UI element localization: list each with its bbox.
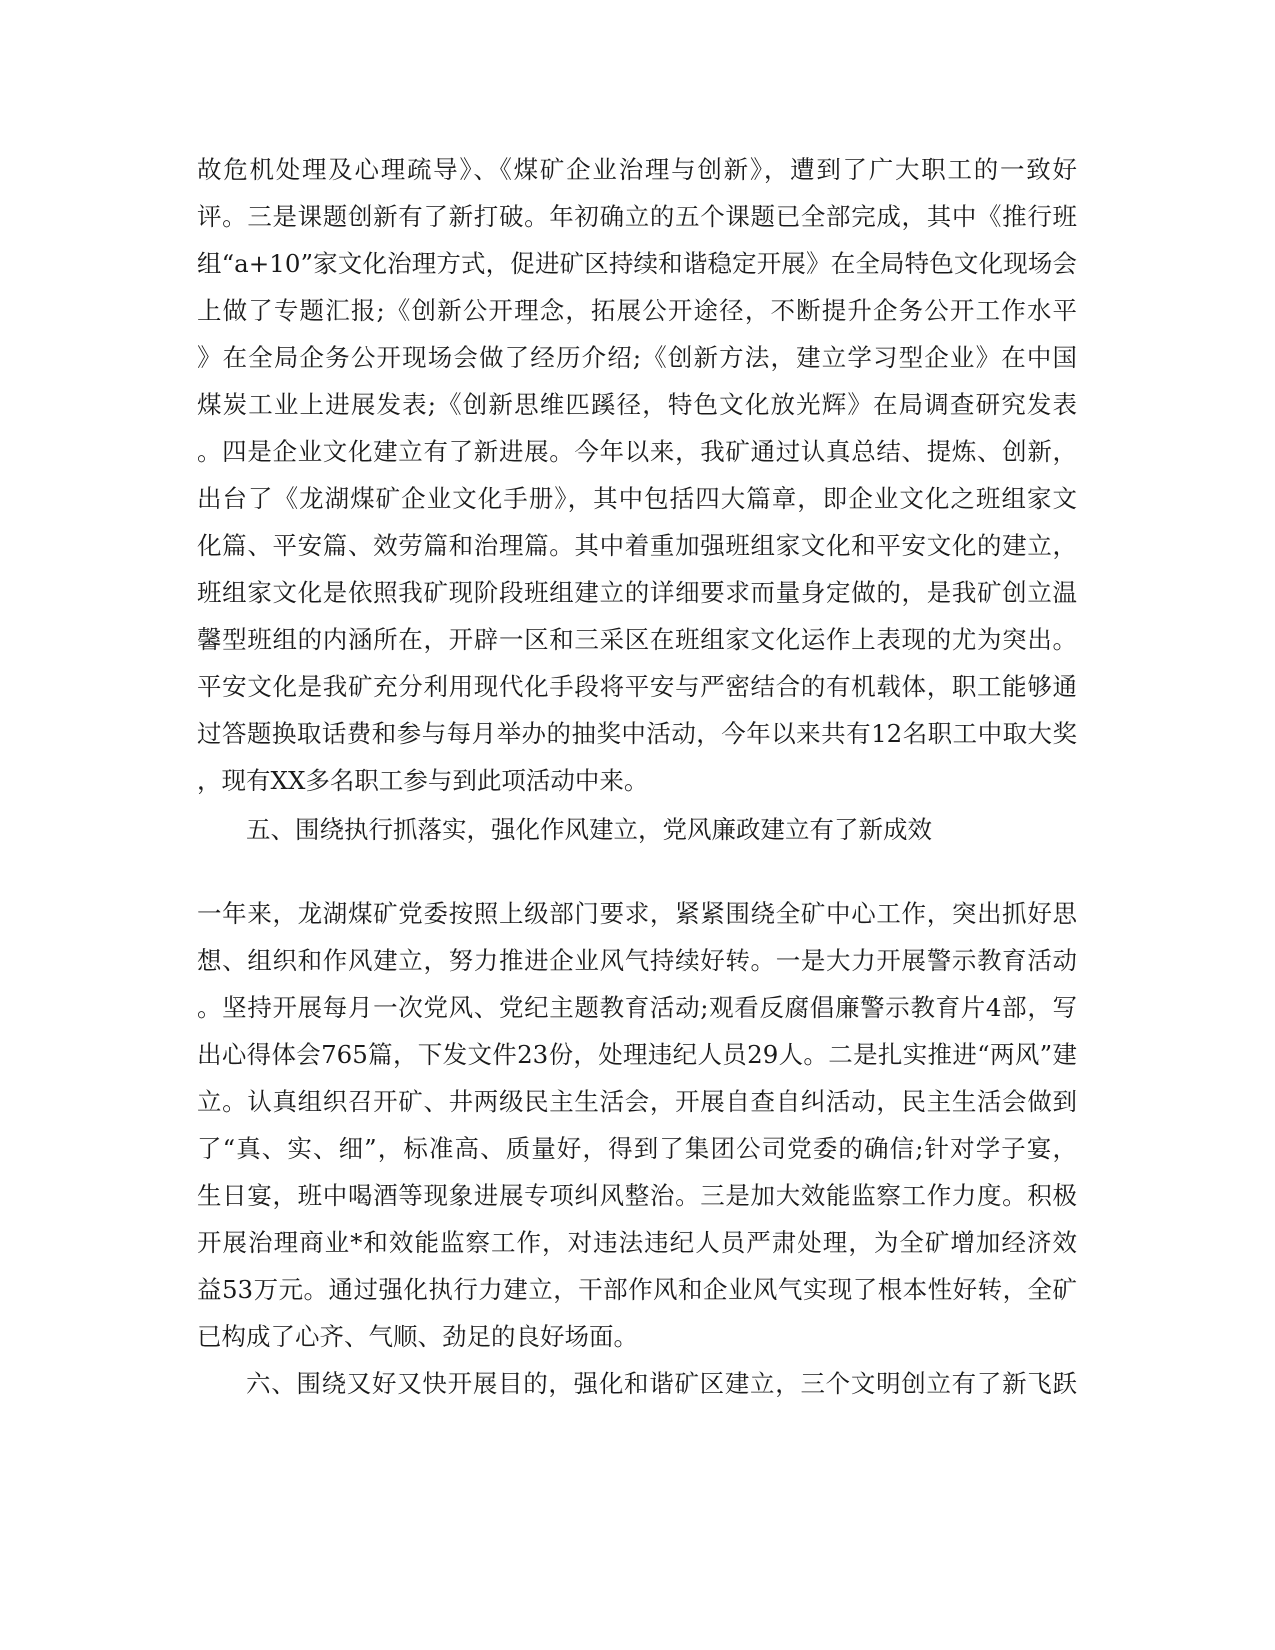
section-heading-6: 六、围绕又好又快开展目的，强化和谐矿区建立，三个文明创立有了新飞跃 <box>246 1369 1077 1398</box>
text-line: 化篇、平安篇、效劳篇和治理篇。其中着重加强班组家文化和平安文化的建立， <box>197 531 1077 560</box>
section-heading-5: 五、围绕执行抓落实，强化作风建立，党风廉政建立有了新成效 <box>246 815 932 844</box>
text-line: 了“真、实、细”，标准高、质量好，得到了集团公司党委的确信;针对学子宴， <box>197 1134 1077 1163</box>
text-line: 组“a+10”家文化治理方式，促进矿区持续和谐稳定开展》在全局特色文化现场会 <box>197 249 1077 278</box>
text-line: ，现有XX多名职工参与到此项活动中来。 <box>197 766 649 795</box>
text-line: 已构成了心齐、气顺、劲足的良好场面。 <box>197 1322 638 1351</box>
text-line: 平安文化是我矿充分利用现代化手段将平安与严密结合的有机载体，职工能够通 <box>197 672 1077 701</box>
text-line: 评。三是课题创新有了新打破。年初确立的五个课题已全部完成，其中《推行班 <box>197 202 1077 231</box>
text-line: 故危机处理及心理疏导》、《煤矿企业治理与创新》，遭到了广大职工的一致好 <box>197 155 1077 184</box>
text-line: 生日宴，班中喝酒等现象进展专项纠风整治。三是加大效能监察工作力度。积极 <box>197 1181 1077 1210</box>
text-line: 立。认真组织召开矿、井两级民主生活会，开展自查自纠活动，民主生活会做到 <box>197 1087 1077 1116</box>
text-line: 。坚持开展每月一次党风、党纪主题教育活动;观看反腐倡廉警示教育片4部，写 <box>197 993 1077 1022</box>
text-line: 馨型班组的内涵所在，开辟一区和三采区在班组家文化运作上表现的尤为突出。 <box>197 625 1077 654</box>
text-line: 益53万元。通过强化执行力建立，干部作风和企业风气实现了根本性好转，全矿 <box>197 1275 1077 1304</box>
text-line: 煤炭工业上进展发表;《创新思维匹蹊径，特色文化放光辉》在局调查研究发表 <box>197 390 1077 419</box>
text-line: 。四是企业文化建立有了新进展。今年以来，我矿通过认真总结、提炼、创新， <box>197 437 1077 466</box>
text-line: 开展治理商业*和效能监察工作，对违法违纪人员严肃处理，为全矿增加经济效 <box>197 1228 1077 1257</box>
text-line: 班组家文化是依照我矿现阶段班组建立的详细要求而量身定做的，是我矿创立温 <box>197 578 1077 607</box>
text-line: 出心得体会765篇，下发文件23份，处理违纪人员29人。二是扎实推进“两风”建 <box>197 1040 1077 1069</box>
text-line: 过答题换取话费和参与每月举办的抽奖中活动，今年以来共有12名职工中取大奖 <box>197 719 1077 748</box>
text-line: 一年来，龙湖煤矿党委按照上级部门要求，紧紧围绕全矿中心工作，突出抓好思 <box>197 899 1077 928</box>
text-line: 上做了专题汇报;《创新公开理念，拓展公开途径，不断提升企务公开工作水平 <box>197 296 1077 325</box>
text-line: 出台了《龙湖煤矿企业文化手册》，其中包括四大篇章，即企业文化之班组家文 <box>197 484 1077 513</box>
text-line: 》在全局企务公开现场会做了经历介绍;《创新方法，建立学习型企业》在中国 <box>197 343 1077 372</box>
text-line: 想、组织和作风建立，努力推进企业风气持续好转。一是大力开展警示教育活动 <box>197 946 1077 975</box>
